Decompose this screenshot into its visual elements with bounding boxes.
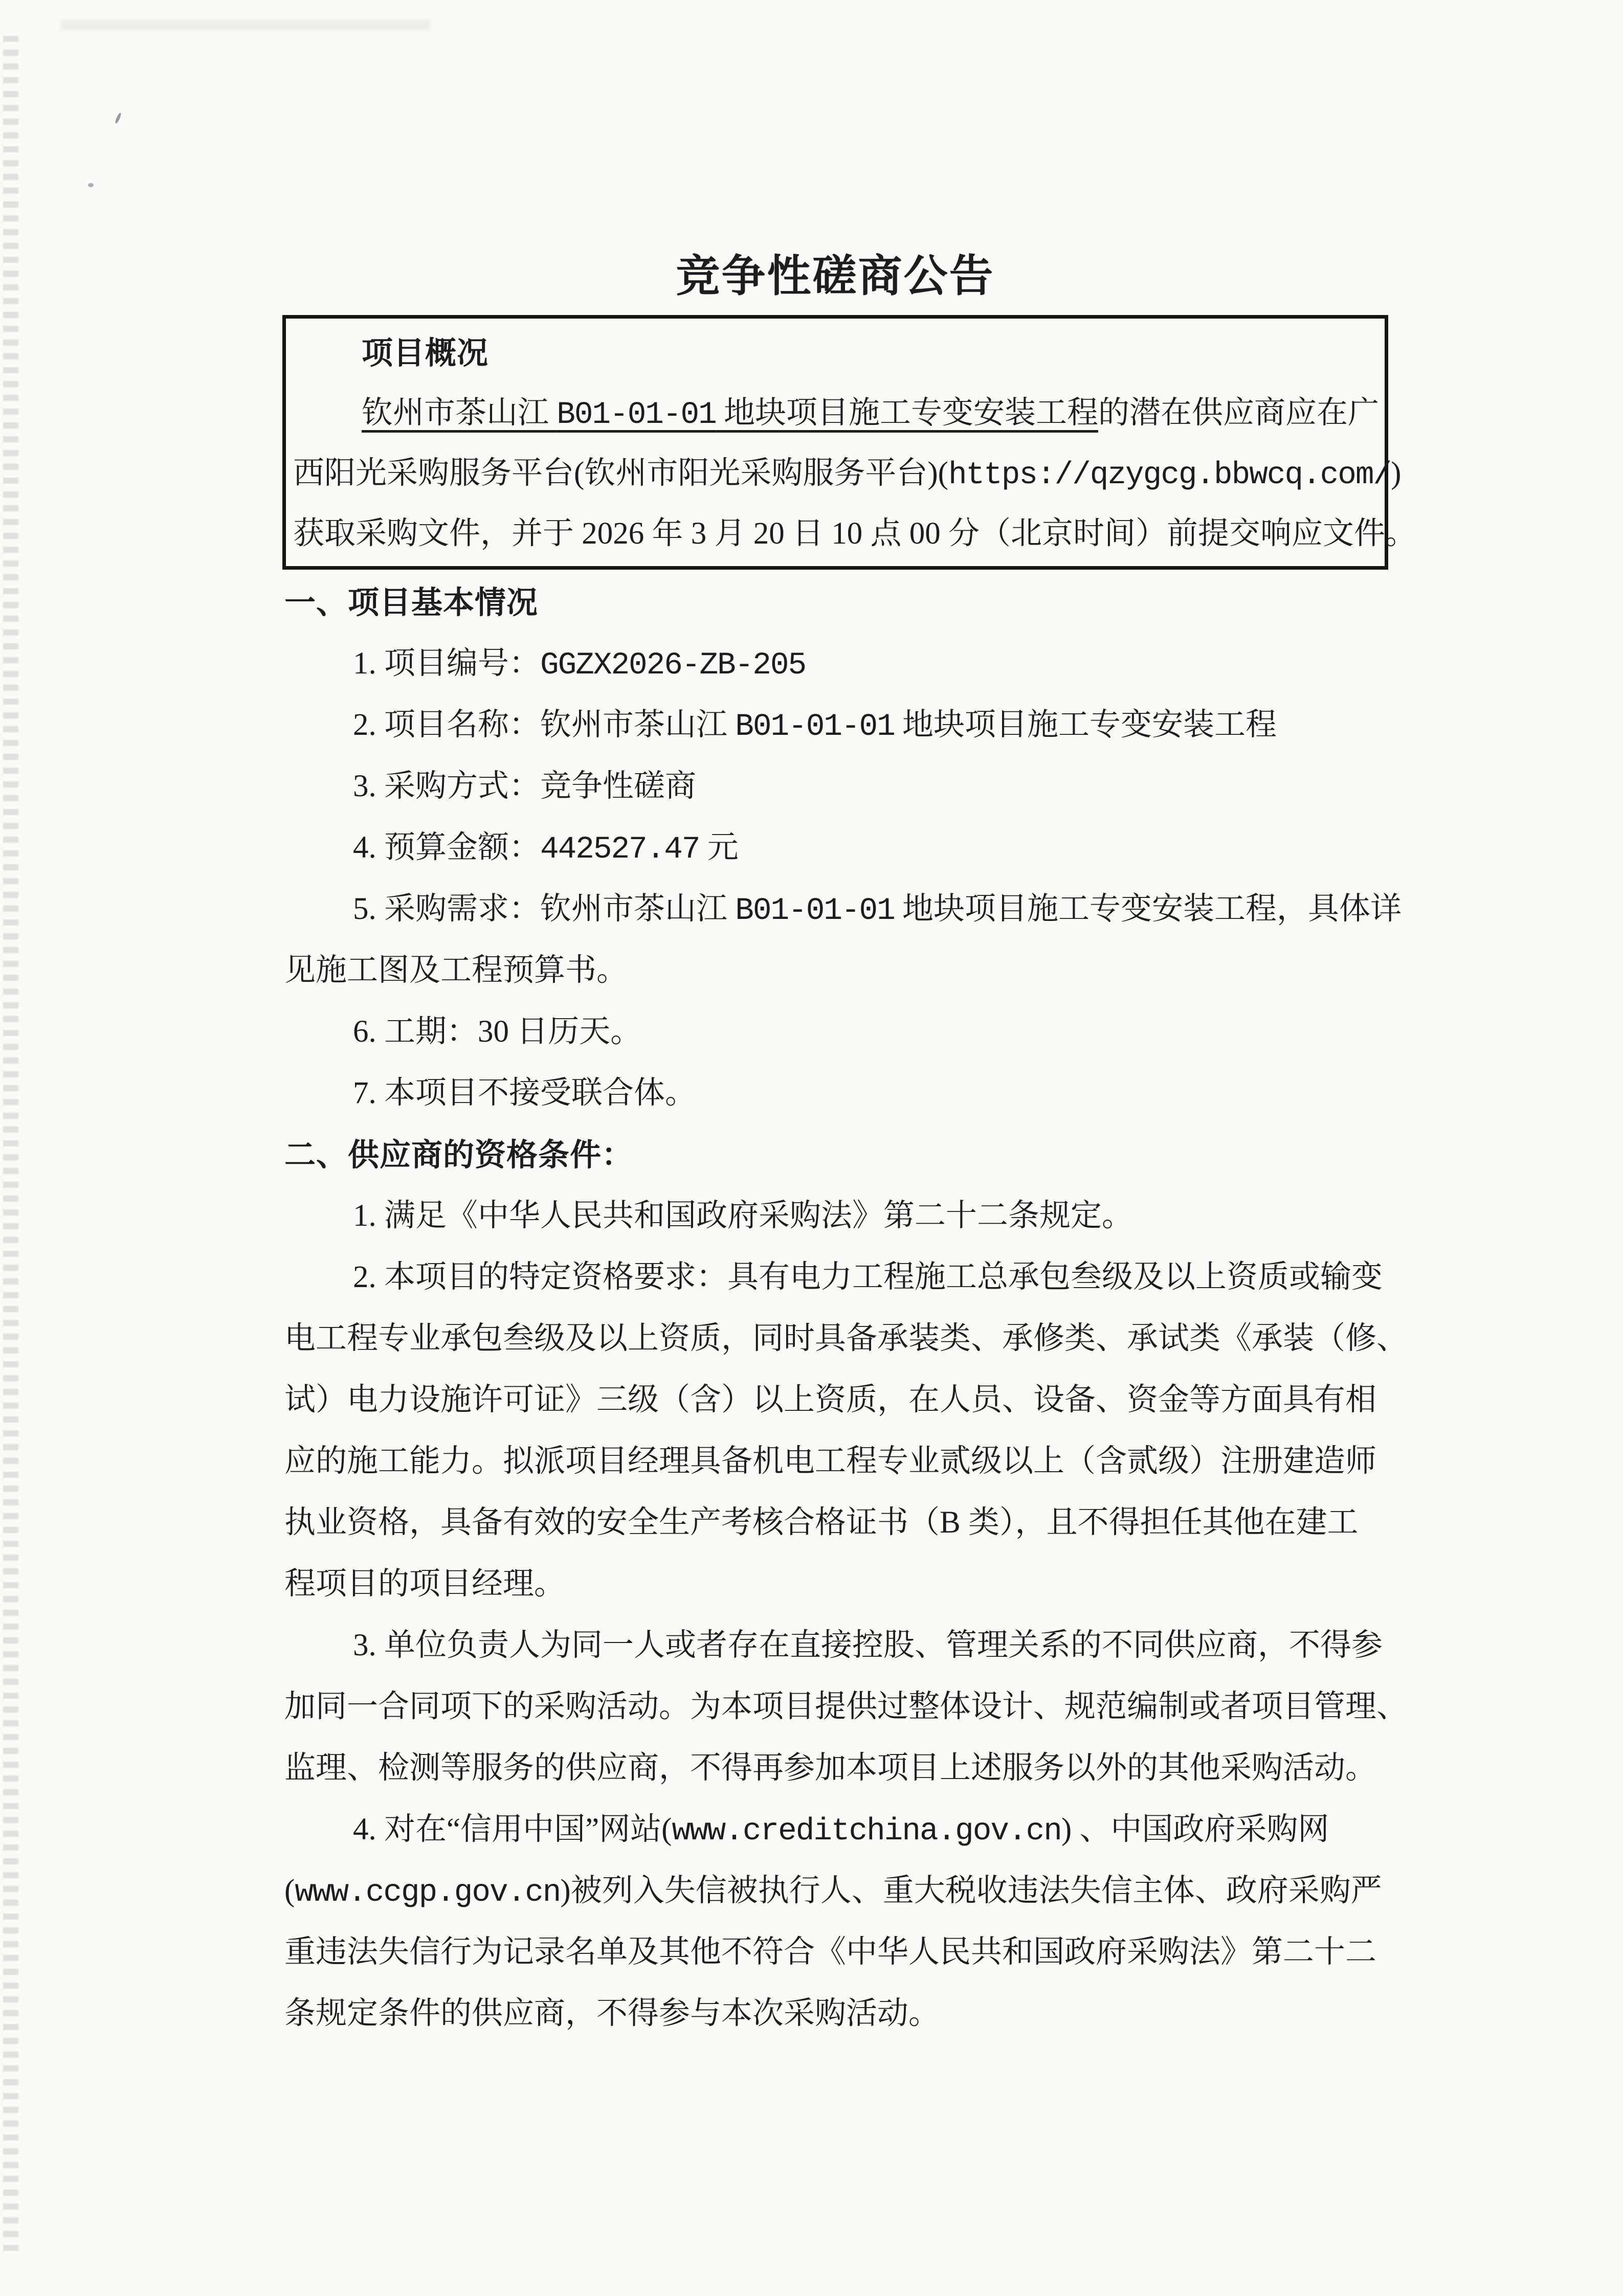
- section2-heading: 二、供应商的资格条件：: [284, 1137, 634, 1172]
- plot-code: B01-01-01: [735, 709, 895, 745]
- overview-heading: 项目概况: [362, 335, 489, 370]
- item-duration: 6. 工期：30 日历天。: [353, 1015, 642, 1049]
- qualification-2-line4: 应的施工能力。拟派项目经理具备机电工程专业贰级以上（含贰级）注册建造师: [284, 1444, 1377, 1478]
- overview-line-1: [293, 383, 1380, 443]
- scan-speck: [115, 112, 122, 124]
- platform-names: 西阳光采购服务平台(钦州市阳光采购服务平台)(: [293, 456, 948, 490]
- scan-speck: [88, 183, 94, 187]
- qualification-1: 1. 满足《中华人民共和国政府采购法》第二十二条规定。: [353, 1199, 1133, 1233]
- project-number-label: 1. 项目编号：: [353, 646, 541, 681]
- document-title: 竞争性磋商公告: [676, 252, 995, 301]
- qualification-4-line2: [284, 1860, 1390, 1922]
- qualification-3-line2: 加同一合同项下的采购活动。为本项目提供过整体设计、规范编制或者项目管理、: [284, 1690, 1408, 1724]
- demand-prefix: 5. 采购需求：钦州市茶山江: [353, 892, 736, 926]
- qualification-2-line2: 电工程专业承包叁级及以上资质，同时具备承装类、承修类、承试类《承装（修、: [284, 1321, 1408, 1356]
- project-name-suffix: 地块项目施工专变安装工程: [716, 396, 1098, 430]
- credit-china-suffix: ) 、中国政府采购网: [1061, 1812, 1329, 1847]
- qualification-2-line6: 程项目的项目经理。: [284, 1567, 566, 1601]
- qualification-4-line4: 条规定条件的供应商，不得参与本次采购活动。: [284, 1996, 940, 2031]
- section1-heading: 一、项目基本情况: [284, 585, 539, 620]
- overview-line-2: [293, 443, 1402, 504]
- plot-code: B01-01-01: [557, 397, 716, 433]
- item-no-consortium: 7. 本项目不接受联合体。: [353, 1076, 697, 1110]
- project-name-prefix: 钦州市茶山江: [362, 396, 557, 430]
- overview-line-3: 获取采购文件，并于 2026 年 3 月 20 日 10 点 00 分（北京时间）前提交响应文件。: [293, 516, 1417, 551]
- item-procurement-demand-cont: 见施工图及工程预算书。: [284, 953, 628, 987]
- item-procurement-method: 3. 采购方式：竞争性磋商: [353, 769, 697, 803]
- budget-amount: 442527.47: [540, 832, 700, 867]
- project-name-label: 2. 项目名称：钦州市茶山江: [353, 708, 736, 742]
- ccgp-prefix: (: [284, 1874, 295, 1908]
- item-procurement-demand: [284, 879, 1402, 940]
- qualification-2-line5: 执业资格，具备有效的安全生产考核合格证书（B 类），且不得担任其他在建工: [284, 1505, 1359, 1540]
- qualification-2-line1: 2. 本项目的特定资格要求：具有电力工程施工总承包叁级及以上资质或输变: [353, 1260, 1383, 1294]
- overview-line-2-suffix: ): [1391, 456, 1402, 490]
- project-overview-box: [282, 315, 1417, 570]
- budget-label: 4. 预算金额：: [353, 830, 541, 865]
- demand-suffix: 地块项目施工专变安装工程，具体详: [894, 892, 1402, 926]
- project-name-rest: 地块项目施工专变安装工程: [894, 708, 1277, 742]
- budget-unit: 元: [699, 830, 739, 865]
- item-project-name: [284, 694, 1390, 756]
- project-name-underlined: [362, 396, 1098, 433]
- qualification-4-line1: [284, 1799, 1390, 1860]
- item-project-number: [284, 633, 1390, 694]
- qualification-3-line1: 3. 单位负责人为同一人或者存在直接控股、管理关系的不同供应商，不得参: [353, 1628, 1383, 1662]
- credit-china-url: www.creditchina.gov.cn: [672, 1814, 1061, 1849]
- item-budget: [284, 817, 1390, 879]
- ccgp-url: www.ccgp.gov.cn: [295, 1875, 561, 1910]
- credit-china-label: 4. 对在“信用中国”网站(: [353, 1812, 672, 1847]
- scanner-edge-noise: [3, 36, 18, 2255]
- qualification-2-line3: 试）电力设施许可证》三级（含）以上资质，在人员、设备、资金等方面具有相: [284, 1383, 1377, 1417]
- scan-smudge: [61, 19, 430, 31]
- plot-code: B01-01-01: [735, 893, 895, 929]
- qualification-3-line3: 监理、检测等服务的供应商，不得再参加本项目上述服务以外的其他采购活动。: [284, 1751, 1377, 1785]
- project-number-value: GGZX2026-ZB-205: [540, 648, 806, 683]
- document-body: [284, 572, 1408, 2044]
- ccgp-suffix: )被列入失信被执行人、重大税收违法失信主体、政府采购严: [560, 1874, 1382, 1908]
- platform-url: https://qzygcg.bbwcq.com/: [948, 458, 1391, 493]
- overview-line-1-rest: 的潜在供应商应在广: [1098, 396, 1380, 430]
- qualification-4-line3: 重违法失信行为记录名单及其他不符合《中华人民共和国政府采购法》第二十二: [284, 1935, 1377, 1969]
